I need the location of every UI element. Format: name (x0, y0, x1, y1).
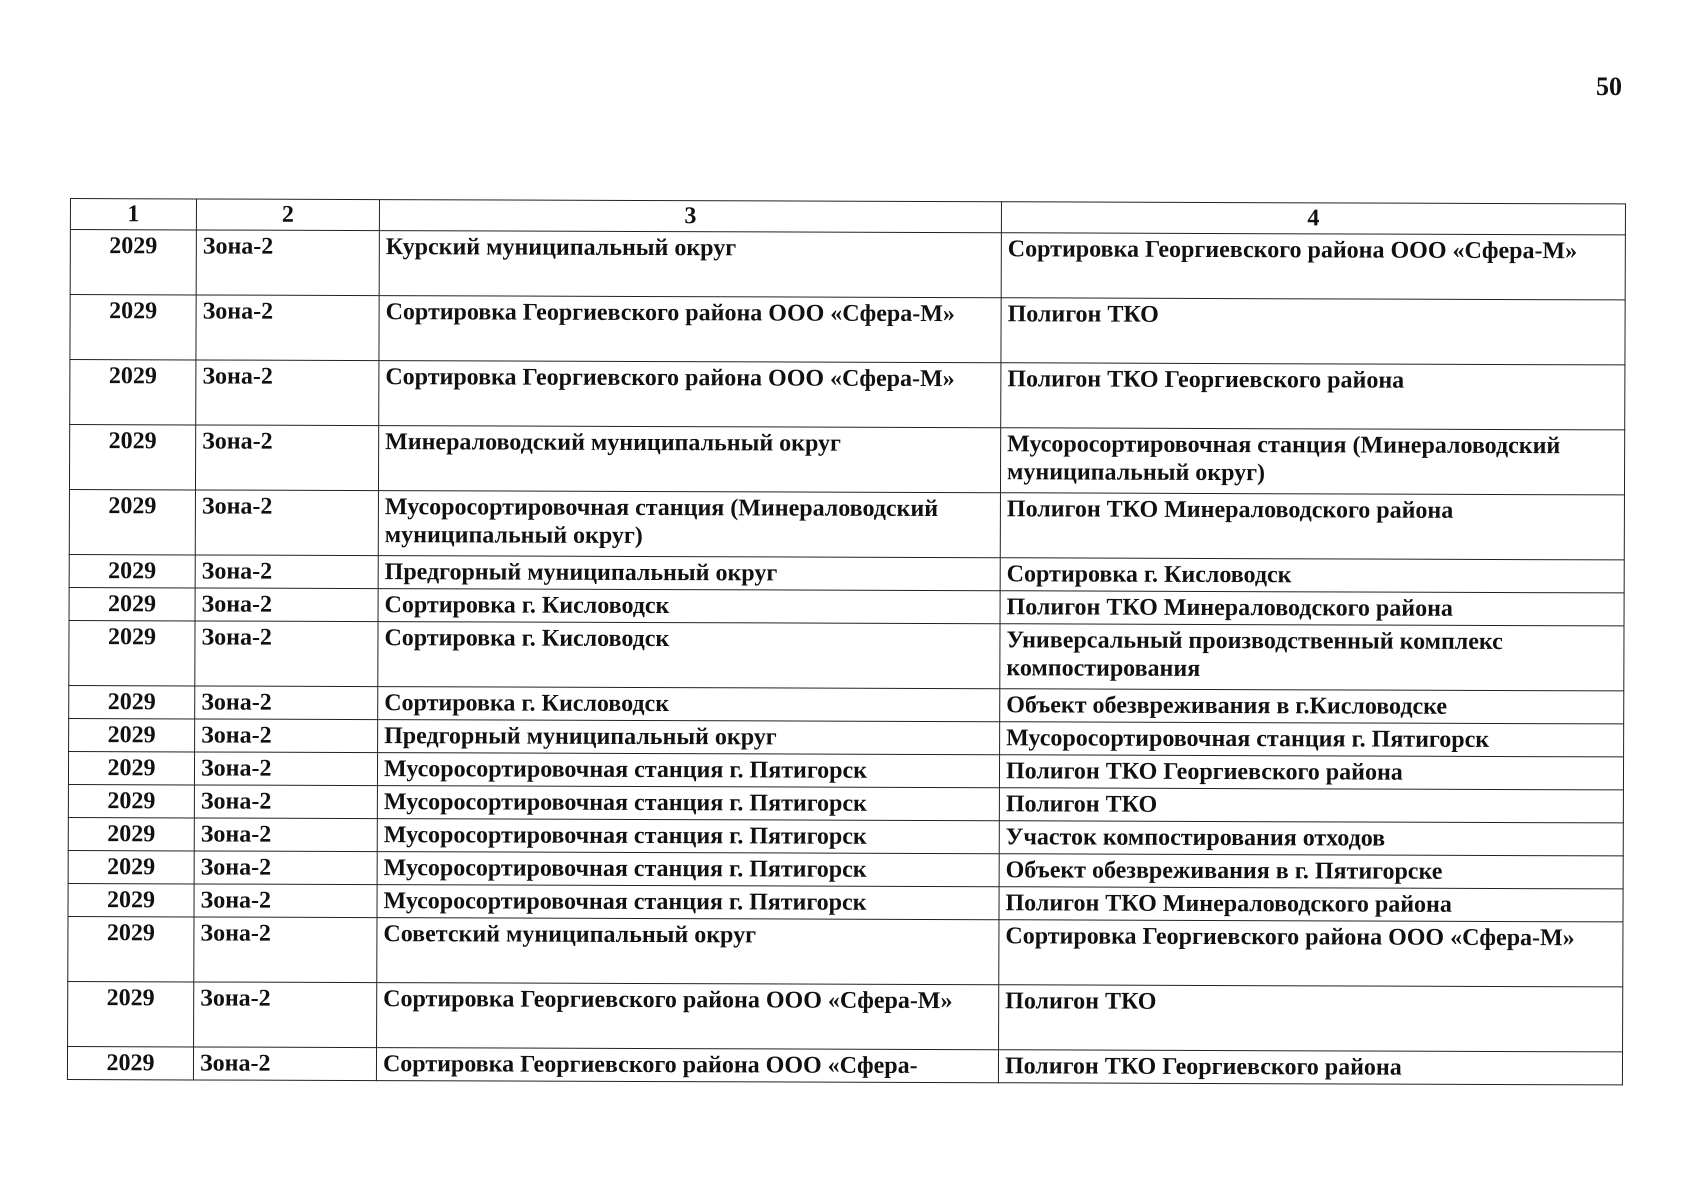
column-header-3: 3 (379, 200, 1001, 233)
table-row (68, 751, 1623, 789)
zone-cell: Зона-2 (194, 785, 377, 819)
source-cell: Мусоросортировочная станция (Минераловодский муниципальный округ) (378, 491, 1000, 558)
source-cell: Сортировка г. Кисловодск (378, 622, 1000, 689)
source-cell: Мусоросортировочная станция г. Пятигорск (377, 885, 999, 920)
source-cell: Мусоросортировочная станция г. Пятигорск (377, 753, 999, 788)
table-row (68, 883, 1623, 921)
table-row (68, 817, 1623, 855)
table-row (69, 685, 1624, 723)
zone-cell: Зона-2 (195, 686, 378, 720)
table-row (68, 916, 1623, 986)
zone-cell: Зона-2 (193, 1047, 376, 1081)
table-row (70, 295, 1625, 365)
source-cell: Сортировка Георгиевского района ООО «Сфера-М» (379, 361, 1001, 428)
source-cell: Курский муниципальный округ (379, 231, 1001, 298)
zone-cell: Зона-2 (194, 917, 377, 983)
zone-cell: Зона-2 (194, 884, 377, 918)
page-number: 50 (1596, 72, 1622, 101)
year-cell: 2029 (69, 620, 195, 685)
zone-cell: Зона-2 (194, 752, 377, 786)
source-cell: Предгорный муниципальный округ (378, 720, 1000, 755)
year-cell: 2029 (69, 718, 195, 751)
destination-cell: Полигон ТКО Георгиевского района (1001, 363, 1625, 430)
destination-cell: Полигон ТКО Георгиевского района (998, 1050, 1622, 1085)
year-cell: 2029 (68, 916, 194, 981)
zone-cell: Зона-2 (195, 425, 378, 491)
source-cell: Мусоросортировочная станция г. Пятигорск (377, 819, 999, 854)
source-cell: Мусоросортировочная станция г. Пятигорск (377, 786, 999, 821)
table-row (69, 554, 1624, 592)
column-header-4: 4 (1001, 202, 1625, 235)
destination-cell: Объект обезвреживания в г.Кисловодске (1000, 689, 1624, 724)
year-cell: 2029 (67, 1046, 193, 1079)
source-cell: Минераловодский муниципальный округ (378, 426, 1000, 493)
table-row (68, 850, 1623, 888)
year-cell: 2029 (69, 554, 195, 587)
table-row (67, 1046, 1622, 1084)
table-row (68, 784, 1623, 822)
year-cell: 2029 (69, 587, 195, 620)
year-cell: 2029 (69, 685, 195, 718)
year-cell: 2029 (70, 360, 196, 425)
destination-cell: Мусоросортировочная станция (Минераловодский муниципальный округ) (1000, 428, 1624, 495)
destination-cell: Полигон ТКО (1001, 298, 1625, 365)
destination-cell: Полигон ТКО Минераловодского района (1000, 493, 1624, 560)
zone-cell: Зона-2 (194, 851, 377, 885)
zone-cell: Зона-2 (194, 818, 377, 852)
source-cell: Сортировка г. Кисловодск (378, 589, 1000, 624)
table-row (69, 489, 1624, 559)
table-row (70, 230, 1625, 300)
zone-cell: Зона-2 (195, 621, 378, 687)
year-cell: 2029 (68, 883, 194, 916)
destination-cell: Участок компостирования отходов (999, 821, 1623, 856)
destination-cell: Полигон ТКО (999, 985, 1623, 1052)
source-cell: Советский муниципальный округ (377, 918, 999, 985)
table-row (70, 360, 1625, 430)
destination-cell: Полигон ТКО Георгиевского района (999, 755, 1623, 790)
table-row (69, 425, 1624, 495)
destination-cell: Сортировка Георгиевского района ООО «Сфера-М» (1001, 233, 1625, 300)
table-row (68, 981, 1623, 1051)
year-cell: 2029 (69, 425, 195, 490)
zone-cell: Зона-2 (196, 230, 379, 296)
destination-cell: Сортировка Георгиевского района ООО «Сфера-М» (999, 920, 1623, 987)
zone-cell: Зона-2 (194, 982, 377, 1048)
destination-cell: Полигон ТКО Минераловодского района (1000, 591, 1624, 626)
source-cell: Предгорный муниципальный округ (378, 556, 1000, 591)
zone-cell: Зона-2 (196, 295, 379, 361)
table-row (69, 620, 1624, 690)
year-cell: 2029 (68, 981, 194, 1046)
column-header-2: 2 (196, 199, 379, 231)
destination-cell: Полигон ТКО Минераловодского района (999, 887, 1623, 922)
zone-cell: Зона-2 (195, 555, 378, 589)
zone-cell: Зона-2 (195, 719, 378, 753)
year-cell: 2029 (69, 489, 195, 554)
year-cell: 2029 (68, 850, 194, 883)
year-cell: 2029 (68, 784, 194, 817)
table-row (69, 718, 1624, 756)
destination-cell: Мусоросортировочная станция г. Пятигорск (1000, 722, 1624, 757)
column-header-1: 1 (70, 199, 196, 230)
source-cell: Сортировка Георгиевского района ООО «Сфера- (376, 1048, 998, 1083)
year-cell: 2029 (68, 817, 194, 850)
destination-cell: Универсальный производственный комплекс компостирования (1000, 624, 1624, 691)
year-cell: 2029 (70, 295, 196, 360)
source-cell: Сортировка г. Кисловодск (378, 687, 1000, 722)
waste-flow-table (67, 198, 1626, 1085)
source-cell: Сортировка Георгиевского района ООО «Сфера-М» (379, 296, 1001, 363)
zone-cell: Зона-2 (195, 588, 378, 622)
destination-cell: Сортировка г. Кисловодск (1000, 558, 1624, 593)
zone-cell: Зона-2 (196, 360, 379, 426)
table-row (69, 587, 1624, 625)
destination-cell: Объект обезвреживания в г. Пятигорске (999, 854, 1623, 889)
year-cell: 2029 (70, 230, 196, 295)
source-cell: Мусоросортировочная станция г. Пятигорск (377, 852, 999, 887)
source-cell: Сортировка Георгиевского района ООО «Сфера-М» (377, 983, 999, 1050)
year-cell: 2029 (68, 751, 194, 784)
destination-cell: Полигон ТКО (999, 788, 1623, 823)
zone-cell: Зона-2 (195, 490, 378, 556)
